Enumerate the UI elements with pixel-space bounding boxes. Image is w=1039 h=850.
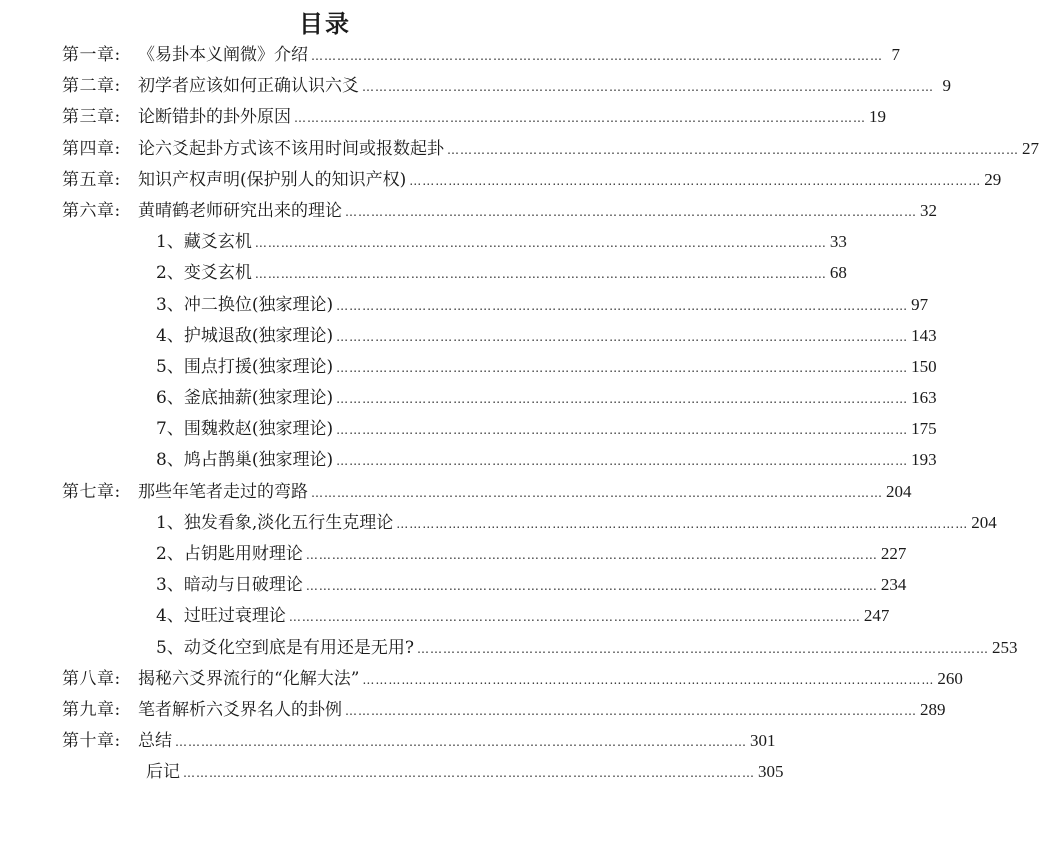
page-number: 29 [984,169,1002,189]
chapter-number: 第六章: [62,200,121,221]
toc-entry[interactable] [62,663,963,694]
dot-leader: …………………………………………………………………………………………………………………… [396,516,969,531]
entry-title: 4、护城退敌(独家理论) [156,325,334,346]
page-number: 193 [911,450,937,470]
dot-leader: …………………………………………………………………………………………………………………… [336,392,909,407]
dot-leader: …………………………………………………………………………………………………………………… [336,329,909,344]
entry-title: 知识产权声明(保护别人的知识产权) [138,169,407,190]
page-number: 175 [911,419,937,439]
toc-entry[interactable] [62,320,937,351]
entry-title: 黄晴鹤老师研究出来的理论 [138,200,342,221]
entry-title: 1、独发看象,淡化五行生克理论 [156,512,394,533]
dot-leader: …………………………………………………………………………………………………………………… [416,641,989,656]
dot-leader: …………………………………………………………………………………………………………………… [362,672,935,687]
toc-entry[interactable] [62,413,937,444]
toc-entry[interactable] [62,226,847,257]
dot-leader: …………………………………………………………………………………………………………………… [447,142,1019,157]
entry-title: 2、变爻玄机 [156,263,252,284]
dot-leader: …………………………………………………………………………………………………………………… [288,610,861,625]
chapter-number: 第十章: [62,731,121,752]
page-number: 7 [891,45,900,64]
dot-leader: …………………………………………………………………………………………………………………… [254,267,827,282]
dot-leader: …………………………………………………………………………………………………………………… [294,111,866,126]
page-number: 247 [863,606,890,626]
toc-entry[interactable] [62,101,886,132]
chapter-number: 第八章: [62,668,121,689]
toc-entry[interactable] [62,382,937,413]
chapter-number: 第三章: [62,107,121,128]
chapter-number: 第五章: [62,169,121,190]
toc-entry[interactable] [62,444,937,475]
page-number: 27 [1022,138,1039,158]
table-of-contents [62,39,1039,788]
page-number: 204 [886,481,912,501]
page-number: 19 [869,107,886,127]
page-number: 301 [750,731,776,751]
toc-entry[interactable] [62,756,784,787]
entry-title: 后记 [146,762,180,783]
chapter-number: 第四章: [62,138,121,159]
dot-leader: …………………………………………………………………………………………………………………… [183,766,755,781]
entry-title: 3、暗动与日破理论 [156,575,303,596]
page-number: 305 [758,762,784,782]
page-number: 260 [937,668,963,688]
entry-title: 论断错卦的卦外原因 [138,107,291,128]
entry-title: 论六爻起卦方式该不该用时间或报数起卦 [138,138,444,159]
chapter-number: 第二章: [62,76,121,97]
toc-entry[interactable] [62,289,929,320]
entry-title: 4、过旺过衰理论 [156,606,286,627]
page-number: 9 [942,76,951,96]
entry-title: 那些年笔者走过的弯路 [138,481,308,502]
toc-entry[interactable] [62,538,907,569]
page-number: 32 [920,200,937,220]
page-number: 33 [829,232,847,252]
page-number: 68 [829,263,847,283]
entry-title: 总结 [138,731,172,752]
page-title: 目录 [299,9,351,38]
dot-leader: …………………………………………………………………………………………………………………… [345,204,917,219]
toc-entry[interactable] [62,476,912,507]
entry-title: 2、占钥匙用财理论 [156,544,303,564]
entry-title: 7、围魏救赵(独家理论) [156,419,334,440]
entry-title: 揭秘六爻界流行的“化解大法” [138,668,360,689]
entry-title: 初学者应该如何正确认识六爻 [138,76,359,97]
page-number: 234 [880,575,907,595]
toc-entry[interactable] [62,694,946,725]
toc-entry[interactable] [62,164,1002,195]
entry-title: 3、冲二换位(独家理论) [156,294,334,315]
entry-title: 5、围点打援(独家理论) [156,356,334,377]
entry-title: 6、釜底抽薪(独家理论) [156,388,334,409]
toc-entry[interactable] [62,600,890,631]
toc-entry[interactable] [62,725,776,756]
dot-leader: …………………………………………………………………………………………………………………… [311,49,883,63]
dot-leader: …………………………………………………………………………………………………………………… [175,735,747,750]
dot-leader: …………………………………………………………………………………………………………………… [311,485,883,500]
dot-leader: …………………………………………………………………………………………………………………… [409,173,982,188]
page-number: 253 [991,637,1018,657]
dot-leader: …………………………………………………………………………………………………………………… [336,298,909,313]
toc-entry[interactable] [62,507,997,538]
entry-title: 5、动爻化空到底是有用还是无用? [156,637,414,658]
entry-title: 笔者解析六爻界名人的卦例 [138,699,342,720]
entry-title: 1、藏爻玄机 [156,232,252,253]
page-number: 163 [911,388,937,408]
chapter-number: 第九章: [62,699,121,720]
dot-leader: …………………………………………………………………………………………………………………… [336,360,909,375]
dot-leader: …………………………………………………………………………………………………………………… [305,548,878,562]
toc-entry[interactable] [62,195,937,226]
toc-entry[interactable] [62,569,907,600]
page-number: 150 [911,356,937,376]
toc-entry[interactable] [62,39,900,70]
entry-title: 8、鸠占鹊巢(独家理论) [156,450,334,471]
chapter-number: 第一章: [62,45,121,65]
toc-entry[interactable] [62,133,1039,164]
page-number: 204 [971,512,997,532]
dot-leader: …………………………………………………………………………………………………………………… [336,454,909,469]
dot-leader: …………………………………………………………………………………………………………………… [254,236,827,251]
page-number: 227 [880,544,907,563]
toc-entry[interactable] [62,70,951,101]
dot-leader: …………………………………………………………………………………………………………………… [345,703,917,718]
chapter-number: 第七章: [62,481,121,502]
toc-entry[interactable] [62,257,847,288]
page-number: 289 [920,699,946,719]
toc-entry[interactable] [62,632,1018,663]
page-number: 97 [911,294,929,314]
dot-leader: …………………………………………………………………………………………………………………… [336,423,909,438]
toc-entry[interactable] [62,351,937,382]
entry-title: 《易卦本义阐微》介绍 [138,45,308,65]
dot-leader: …………………………………………………………………………………………………………………… [362,80,934,95]
dot-leader: …………………………………………………………………………………………………………………… [305,579,878,594]
page-number: 143 [911,325,937,345]
